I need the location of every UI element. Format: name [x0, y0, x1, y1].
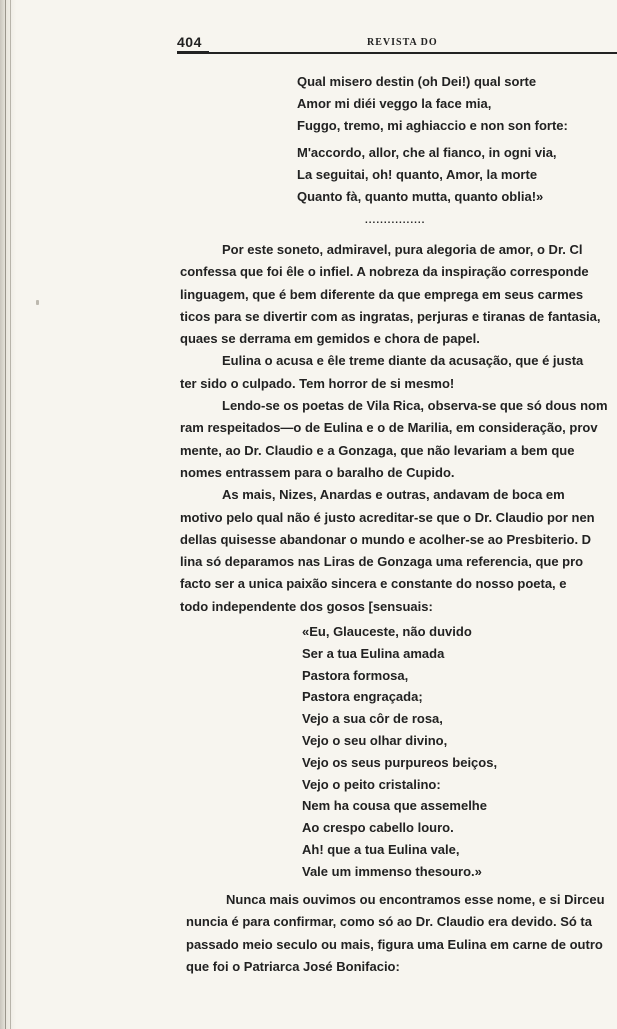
prose-line: Nunca mais ouvimos ou encontramos esse nome, e si Dirceu: [226, 892, 605, 907]
poem-line: Vale um immenso thesouro.»: [302, 863, 482, 879]
prose-line: Por este soneto, admiravel, pura alegoria de amor, o Dr. Cl: [222, 242, 583, 257]
prose-line: confessa que foi êle o infiel. A nobreza da inspiração corresponde: [180, 264, 589, 280]
prose-line: ticos para se divertir com as ingratas, perjuras e tiranas de fantasia,: [180, 308, 601, 324]
poem-line: Qual misero destin (oh Dei!) qual sorte: [297, 74, 537, 89]
book-gutter: [0, 0, 16, 1029]
prose-line: dellas quisesse abandonar o mundo e acolher-se ao Presbiterio. D: [180, 531, 592, 547]
prose-line: que foi o Patriarca José Bonifacio:: [186, 958, 400, 974]
gutter-line: [5, 0, 6, 1029]
prose-line: motivo pelo qual não é justo acreditar-se que o Dr. Claudio por nen: [180, 509, 595, 525]
prose-line: facto ser a unica paixão sincera e constante do nosso poeta, e: [180, 576, 567, 592]
poem-line: Vejo os seus purpureos beiços,: [302, 754, 498, 770]
prose-block-2: [186, 889, 617, 978]
poem-line: Ao crespo cabello louro.: [302, 820, 454, 836]
prose-line: ram respeitados—o de Eulina e o de Marilia, em consideração, prov: [180, 420, 598, 436]
prose-line: quaes se derrama em gemidos e chora de papel.: [180, 331, 480, 347]
poem-top: [297, 71, 617, 208]
page-header: [177, 34, 617, 56]
poem-line: Vejo o peito cristalino:: [302, 776, 441, 792]
prose-line: linguagem, que é bem diferente da que emprega em seus carmes: [180, 286, 584, 302]
poem-line: Ser a tua Eulina amada: [302, 645, 445, 661]
poem-line: M'accordo, allor, che al fianco, in ogni via,: [297, 145, 557, 160]
prose-line: Lendo-se os poetas de Vila Rica, observa-se que só dous nom: [222, 398, 608, 414]
poem-line: Vejo a sua côr de rosa,: [302, 711, 443, 727]
poem-line: Pastora formosa,: [302, 667, 409, 683]
prose-line: Eulina o acusa e êle treme diante da acusação, que é justa: [222, 353, 584, 369]
prose-line: As mais, Nizes, Anardas e outras, andavam de boca em: [222, 487, 565, 503]
poem-line: Quanto fà, quanto mutta, quanto oblia!»: [297, 189, 544, 204]
ellipsis-separator: ................: [365, 215, 426, 226]
poem-line: Ah! que a tua Eulina vale,: [302, 841, 460, 857]
prose-line: ter sido o culpado. Tem horror de si mesmo!: [180, 375, 455, 391]
poem-line: Nem ha cousa que assemelhe: [302, 798, 487, 814]
running-head: REVISTA DO: [367, 37, 438, 48]
poem-middle: [302, 621, 617, 883]
prose-line: passado meio seculo ou mais, figura uma Eulina em carne de outro: [186, 936, 603, 952]
header-rule: [177, 52, 617, 54]
page-number: 404: [177, 34, 202, 50]
poem-line: Vejo o seu olhar divino,: [302, 732, 448, 748]
poem-line: «Eu, Glauceste, não duvido: [302, 624, 472, 639]
prose-line: todo independente dos gosos [sensuais:: [180, 598, 433, 614]
prose-line: lina só deparamos nas Liras de Gonzaga uma referencia, que pro: [180, 554, 584, 570]
poem-line: Amor mi diéi veggo la face mia,: [297, 96, 492, 111]
paper-speck: [36, 300, 39, 305]
poem-line: Pastora engraçada;: [302, 689, 423, 705]
prose-block: [180, 239, 617, 618]
prose-line: nomes entrassem para o baralho de Cupido.: [180, 464, 455, 480]
poem-line: La seguitai, oh! quanto, Amor, la morte: [297, 167, 538, 182]
prose-line: mente, ao Dr. Claudio e a Gonzaga, que não levariam a bem que: [180, 442, 575, 458]
gutter-line: [10, 0, 11, 1029]
poem-line: Fuggo, tremo, mi aghiaccio e non son forte:: [297, 118, 568, 133]
prose-line: nuncia é para confirmar, como só ao Dr. Claudio era devido. Só ta: [186, 914, 592, 930]
